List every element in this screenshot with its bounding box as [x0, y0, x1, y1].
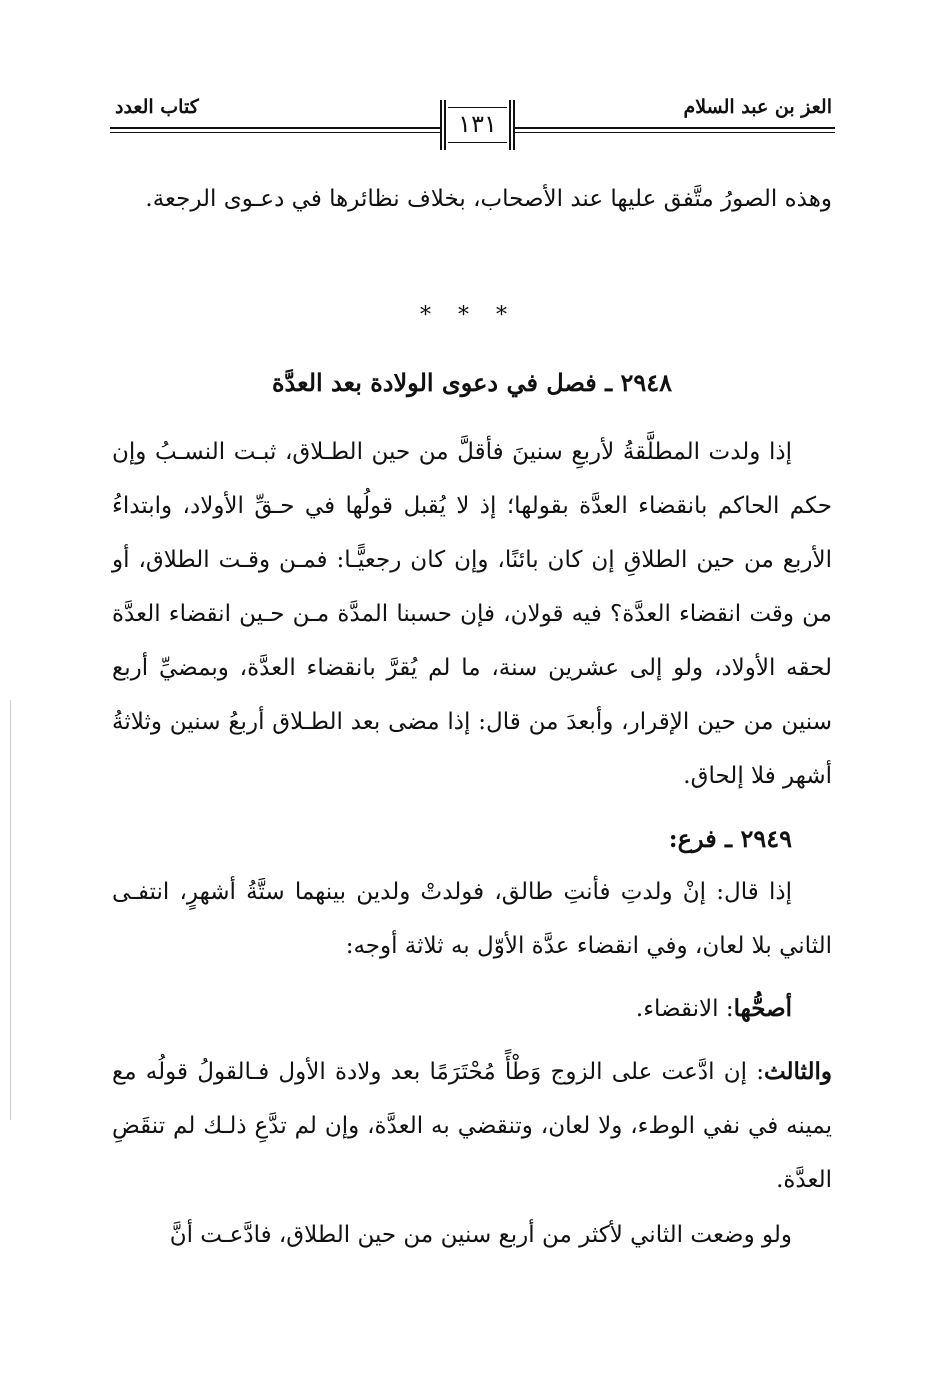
- page-number-frame: [440, 100, 515, 150]
- term-label: والثالث: [763, 1058, 832, 1085]
- running-header-author: العز بن عبد السلام: [683, 96, 832, 118]
- header-rule-left: [110, 127, 440, 133]
- paragraph-birth-claim: إذا ولدت المطلَّقةُ لأربعِ سنينَ فأقلَّ من حين الطـلاق، ثبـت النسـبُ وإن حكم الحاكم بانقضاء العدَّة بقولها؛ إذ لا يُقبل قولُها في حـقِّ الأولاد، وابتداءُ الأربع من حين الطلاقِ إن كان بائنًا، وإن كان رجعيًّـا: فمـن وقـت الطلاق، أو من وقت انقضاء العدَّة؟ فيه قولان، فإن حسبنا المدَّة مـن حـين انقضاء العدَّة لحقه الأولاد، ولو إلى عشرين سنة، ما لم يُقرَّ بانقضاء العدَّة، وبمضيِّ أربع سنين من حين الإقرار، وأبعدَ من قال: إذا مضى بعد الطـلاق أربعُ سنين وثلاثةُ أشهر فلا إلحاق.: [112, 439, 832, 789]
- header-rule-right: [515, 127, 835, 133]
- term-label: أصحُّها: [733, 995, 792, 1022]
- section-separator: * * *: [420, 303, 517, 328]
- paragraph-twins: إذا قال: إنْ ولدتِ فأنتِ طالق، فولدتْ ولدين بينهما ستَّةُ أشهرٍ، انتفـى الثاني بلا لعان، وفي انقضاء عدَّة الأوّل به ثلاثة أوجه:: [112, 879, 832, 959]
- section-heading: ٢٩٤٨ ـ فصل في دعوى الولادة بعد العدَّة: [271, 368, 673, 397]
- page-number: ١٣١: [448, 107, 507, 143]
- paragraph-intro: وهذه الصورُ متَّفق عليها عند الأصحاب، بخلاف نظائرها في دعـوى الرجعة.: [145, 186, 832, 212]
- scan-edge-line: [10, 700, 11, 1120]
- term-text: : إن ادَّعت على الزوج وَطْأً مُحْتَرَمًا بعد ولادة الأول فـالقولُ قولُه مع يمينه في نفي الوطء، ولا لعان، وتنقضي به العدَّة، وإن لم تدَّعِ ذلـك لم تنقَضِ العدَّة.: [112, 1059, 832, 1193]
- paragraph-third-view: [112, 1045, 832, 1207]
- paragraph-most-correct: [112, 982, 792, 1036]
- branch-heading: ٢٩٤٩ ـ فرع:: [668, 824, 792, 853]
- running-header-book: كتاب العدد: [115, 96, 199, 118]
- term-text: : الانقضاء.: [635, 996, 734, 1022]
- paragraph-second-birth: ولو وضعت الثاني لأكثر من أربع سنين من حين الطلاق، فادَّعـت أنَّ: [169, 1222, 792, 1248]
